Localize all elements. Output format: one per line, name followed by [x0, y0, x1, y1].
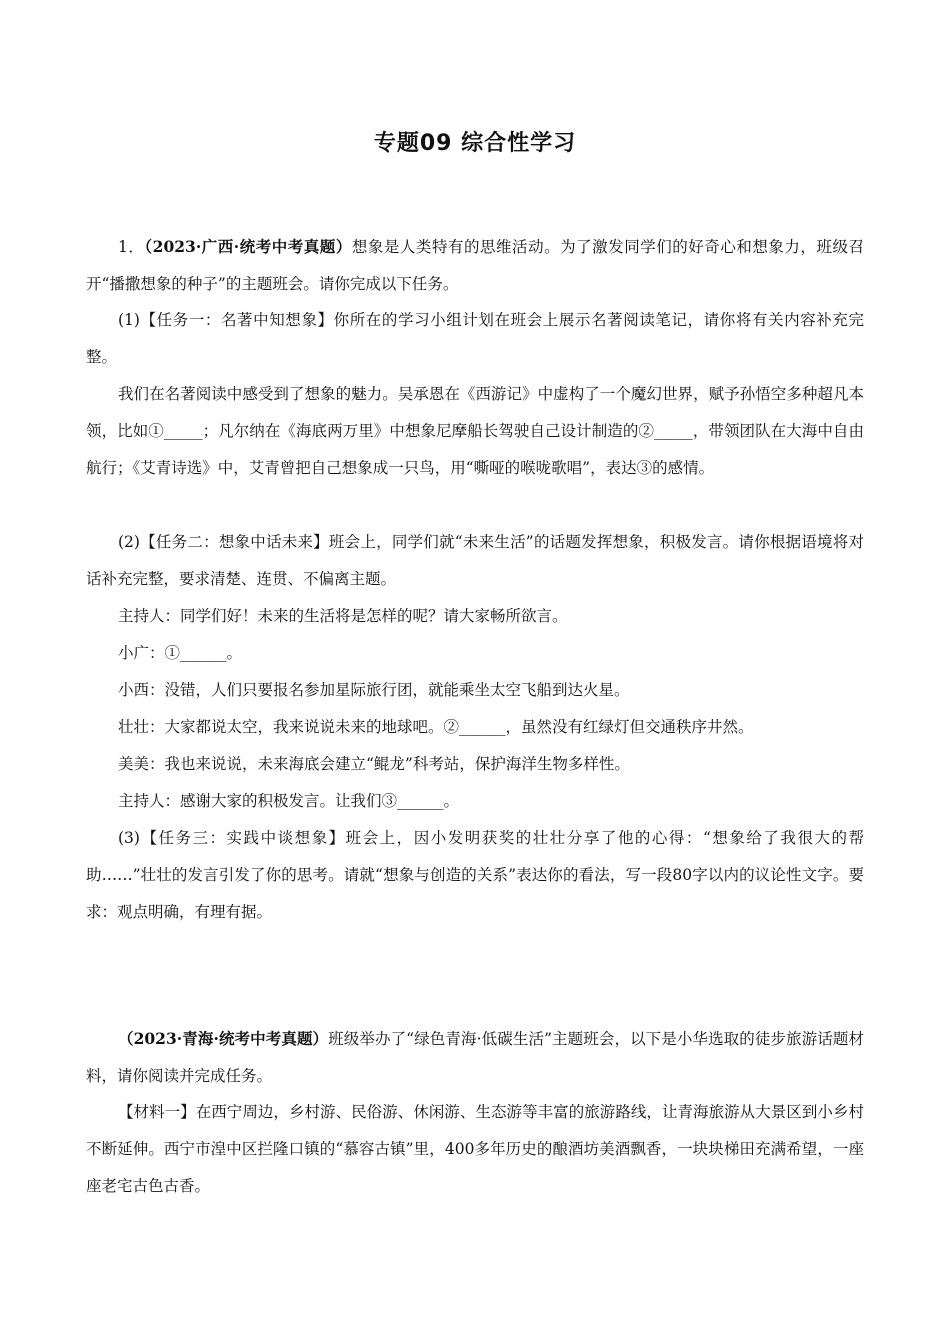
question-2-intro: [86, 1020, 864, 1095]
page-title: 专题09 综合性学习: [373, 131, 577, 156]
task-2-prompt: (2)【任务二：想象中话未来】班会上，同学们就“未来生活”的话题发挥想象，积极发言。请你根据语境将对话补充完整，要求清楚、连贯、不偏离主题。: [86, 533, 864, 588]
dialogue-line-zhuangzhuang: 壮壮：大家都说太空，我来说说未来的地球吧。②______，虽然没有红绿灯但交通秩序井然。: [118, 718, 754, 736]
question-1-source: （2023·广西·统考中考真题）: [144, 237, 352, 256]
task-1-text: 我们在名著阅读中感受到了想象的魅力。吴承恩在《西游记》中虚构了一个魔幻世界，赋予孙悟空多种超凡本领，比如①_____；凡尔纳在《海底两万里》中想象尼摩船长驾驶自己设计制造的②_____，带领团队在大海中自由航行；《艾青诗选》中，艾青曾把自己想象成一只鸟，用“嘶哑的喉咙歌唱”，表达③的感情。: [86, 385, 864, 477]
dialogue-line-xiaoguang: 小广：①______。: [118, 644, 243, 662]
question-1-intro: [86, 228, 864, 303]
dialogue-line-host-open: 主持人：同学们好！未来的生活将是怎样的呢？请大家畅所欲言。: [118, 607, 568, 625]
dialogue-line-host-close: 主持人：感谢大家的积极发言。让我们③______。: [118, 792, 460, 810]
dialogue-line-xiaoxi: 小西：没错，人们只要报名参加星际旅行团，就能乘坐太空飞船到达火星。: [118, 681, 630, 699]
question-2-source: （2023·青海·统考中考真题）: [118, 1029, 329, 1048]
task-1-prompt: (1)【任务一：名著中知想象】你所在的学习小组计划在班会上展示名著阅读笔记，请你将有关内容补充完整。: [86, 311, 864, 366]
question-1-intro-text: 想象是人类特有的思维活动。为了激发同学们的好奇心和想象力，班级召开“播撒想象的种子”的主题班会。请你完成以下任务。: [86, 238, 864, 293]
dialogue-line-meimei: 美美：我也来说说，未来海底会建立“鲲龙”科考站，保护海洋生物多样性。: [118, 755, 630, 773]
question-1-number: 1．: [118, 238, 145, 256]
material-1: [86, 1094, 864, 1205]
task-3-prompt: (3)【任务三：实践中谈想象】班会上，因小发明获奖的壮壮分享了他的心得：“想象给了我很大的帮助……”壮壮的发言引发了你的思考。请就“想象与创造的关系”表达你的看法，写一段80字以内的议论性文字。要求：观点明确，有理有据。: [86, 829, 864, 921]
question-2-intro-text: 班级举办了“绿色青海·低碳生活”主题班会，以下是小华选取的徒步旅游话题材料，请你阅读并完成任务。: [86, 1030, 864, 1085]
material-1-text: 在西宁周边，乡村游、民俗游、休闲游、生态游等丰富的旅游路线，让青海旅游从大景区到小乡村不断延伸。西宁市湟中区拦隆口镇的“慕容古镇”里，400多年历史的酿酒坊美酒飘香，一块块梯田充满希望，一座座老宅古色古香。: [86, 1103, 864, 1195]
material-1-label: 【材料一】: [118, 1103, 196, 1121]
